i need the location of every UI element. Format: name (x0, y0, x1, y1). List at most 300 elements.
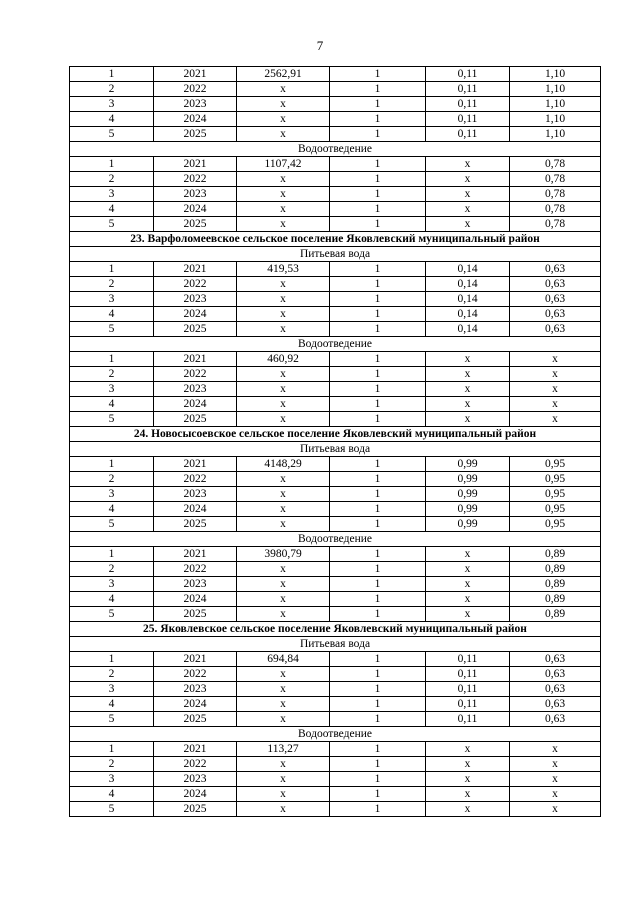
table-cell: 1 (330, 112, 426, 127)
table-cell: 0,99 (426, 502, 510, 517)
table-cell: 1 (330, 742, 426, 757)
table-cell: x (237, 607, 330, 622)
table-cell: x (237, 172, 330, 187)
table-cell: 1 (330, 547, 426, 562)
table-cell: x (426, 592, 510, 607)
table-cell: 1 (330, 307, 426, 322)
table-cell: 5 (70, 802, 154, 817)
table-cell: 0,78 (510, 172, 601, 187)
table-cell: 2022 (154, 277, 237, 292)
table-cell: x (426, 787, 510, 802)
table-cell: 694,84 (237, 652, 330, 667)
table-cell: 2024 (154, 697, 237, 712)
table-cell: 2025 (154, 802, 237, 817)
table-cell: 0,63 (510, 667, 601, 682)
table-cell: 0,14 (426, 262, 510, 277)
table-cell: 2022 (154, 367, 237, 382)
table-cell: 1 (330, 322, 426, 337)
table-cell: 1 (330, 487, 426, 502)
table-row (70, 97, 601, 112)
table-cell: 2022 (154, 757, 237, 772)
table-cell: 1 (330, 127, 426, 142)
table-cell: 2024 (154, 202, 237, 217)
table-cell: 2562,91 (237, 67, 330, 82)
table-cell: 1 (70, 652, 154, 667)
table-cell: x (237, 292, 330, 307)
table-cell: x (510, 352, 601, 367)
table-cell: 1 (330, 712, 426, 727)
table-cell: 1 (330, 667, 426, 682)
table-cell: 0,14 (426, 292, 510, 307)
service-header-row (70, 337, 601, 352)
table-cell: 2023 (154, 382, 237, 397)
table-cell: 0,11 (426, 67, 510, 82)
table-row (70, 517, 601, 532)
table-cell: 0,63 (510, 682, 601, 697)
table-cell: 0,11 (426, 697, 510, 712)
table-cell: 1 (330, 97, 426, 112)
table-cell: 2022 (154, 172, 237, 187)
table-cell: 113,27 (237, 742, 330, 757)
table-cell: 1 (70, 157, 154, 172)
table-row (70, 352, 601, 367)
table-row (70, 277, 601, 292)
table-cell: x (237, 682, 330, 697)
table-cell: 1 (70, 457, 154, 472)
table-cell: x (237, 562, 330, 577)
table-cell: x (237, 322, 330, 337)
table-cell: 1 (330, 262, 426, 277)
table-cell: 1 (330, 652, 426, 667)
table-row (70, 772, 601, 787)
page-number: 7 (316, 38, 324, 53)
table-cell: 1 (330, 502, 426, 517)
table-cell: 2024 (154, 112, 237, 127)
table-row (70, 112, 601, 127)
table-cell: 3 (70, 187, 154, 202)
table-row (70, 127, 601, 142)
table-cell: 1 (330, 292, 426, 307)
table-row (70, 397, 601, 412)
table-cell: x (426, 772, 510, 787)
table-cell: 3 (70, 292, 154, 307)
table-cell: x (426, 157, 510, 172)
table-cell: 2022 (154, 82, 237, 97)
table-cell: 2023 (154, 187, 237, 202)
table-cell: x (426, 202, 510, 217)
table-cell: x (426, 412, 510, 427)
table-row (70, 547, 601, 562)
table-cell: 1 (330, 202, 426, 217)
service-title: Водоотведение (70, 142, 601, 157)
table-cell: x (510, 397, 601, 412)
table-cell: x (426, 187, 510, 202)
table-cell: 1 (330, 697, 426, 712)
table-cell: 1 (330, 172, 426, 187)
table-row (70, 172, 601, 187)
table-cell: 2023 (154, 487, 237, 502)
table-row (70, 787, 601, 802)
service-header-row (70, 142, 601, 157)
tariff-table (69, 66, 601, 817)
table-cell: 1 (330, 277, 426, 292)
table-cell: 1 (330, 67, 426, 82)
table-cell: x (237, 217, 330, 232)
table-row (70, 67, 601, 82)
table-cell: 1 (330, 757, 426, 772)
table-cell: x (237, 502, 330, 517)
table-cell: 2023 (154, 97, 237, 112)
table-cell: 1 (330, 787, 426, 802)
table-cell: x (237, 82, 330, 97)
table-cell: 0,11 (426, 82, 510, 97)
table-cell: 2023 (154, 577, 237, 592)
table-cell: 1 (330, 382, 426, 397)
table-cell: 2022 (154, 667, 237, 682)
table-cell: 4 (70, 502, 154, 517)
section-header-row (70, 427, 601, 442)
table-cell: 4 (70, 307, 154, 322)
table-cell: x (237, 592, 330, 607)
table-cell: 1 (330, 682, 426, 697)
table-cell: 4 (70, 592, 154, 607)
table-row (70, 712, 601, 727)
table-cell: 0,14 (426, 277, 510, 292)
table-cell: x (237, 757, 330, 772)
table-cell: x (237, 307, 330, 322)
table-row (70, 502, 601, 517)
table-cell: 2025 (154, 127, 237, 142)
table-cell: x (510, 772, 601, 787)
table-cell: x (510, 742, 601, 757)
table-cell: 0,95 (510, 502, 601, 517)
section-header-row (70, 232, 601, 247)
table-cell: 2 (70, 667, 154, 682)
table-cell: x (237, 697, 330, 712)
table-cell: 0,89 (510, 577, 601, 592)
table-cell: 0,78 (510, 202, 601, 217)
table-cell: 1 (330, 397, 426, 412)
service-title: Водоотведение (70, 337, 601, 352)
table-cell: x (426, 352, 510, 367)
table-cell: 2024 (154, 592, 237, 607)
table-cell: 2021 (154, 262, 237, 277)
table-cell: x (426, 367, 510, 382)
table-cell: 1 (330, 367, 426, 382)
table-cell: x (237, 382, 330, 397)
table-cell: x (510, 382, 601, 397)
table-row (70, 262, 601, 277)
table-cell: 5 (70, 217, 154, 232)
table-cell: x (237, 712, 330, 727)
table-cell: 1 (330, 772, 426, 787)
table-row (70, 157, 601, 172)
table-cell: x (237, 472, 330, 487)
table-cell: 2023 (154, 292, 237, 307)
table-row (70, 697, 601, 712)
table-cell: x (426, 607, 510, 622)
table-cell: x (510, 802, 601, 817)
service-header-row (70, 247, 601, 262)
service-header-row (70, 442, 601, 457)
table-cell: x (237, 787, 330, 802)
table-cell: 5 (70, 322, 154, 337)
table-cell: 2021 (154, 457, 237, 472)
section-header-row (70, 622, 601, 637)
table-cell: 0,78 (510, 157, 601, 172)
table-row (70, 592, 601, 607)
table-cell: x (237, 202, 330, 217)
table-row (70, 682, 601, 697)
table-cell: 2021 (154, 352, 237, 367)
table-cell: 2021 (154, 652, 237, 667)
table-cell: 0,89 (510, 547, 601, 562)
table-cell: 0,99 (426, 517, 510, 532)
table-row (70, 187, 601, 202)
table-cell: 0,89 (510, 607, 601, 622)
table-row (70, 472, 601, 487)
table-cell: x (237, 412, 330, 427)
table-cell: 2 (70, 277, 154, 292)
table-cell: 1 (330, 457, 426, 472)
table-cell: 5 (70, 412, 154, 427)
section-title: 25. Яковлевское сельское поселение Яковлевский муниципальный район (70, 622, 601, 637)
table-cell: 1 (330, 607, 426, 622)
table-cell: 0,89 (510, 592, 601, 607)
table-row (70, 487, 601, 502)
service-header-row (70, 532, 601, 547)
table-cell: x (426, 757, 510, 772)
service-header-row (70, 727, 601, 742)
table-cell: 0,11 (426, 112, 510, 127)
table-cell: 2025 (154, 517, 237, 532)
table-cell: 1 (70, 742, 154, 757)
table-row (70, 307, 601, 322)
table-cell: 2 (70, 562, 154, 577)
table-row (70, 607, 601, 622)
service-title: Питьевая вода (70, 247, 601, 262)
table-cell: 0,63 (510, 322, 601, 337)
table-cell: 4148,29 (237, 457, 330, 472)
table-cell: x (426, 382, 510, 397)
table-cell: x (426, 172, 510, 187)
table-row (70, 757, 601, 772)
table-cell: x (237, 667, 330, 682)
table-cell: 1 (70, 67, 154, 82)
table-cell: 0,11 (426, 682, 510, 697)
table-row (70, 292, 601, 307)
table-cell: 0,78 (510, 217, 601, 232)
table-cell: 2022 (154, 562, 237, 577)
table-cell: 0,63 (510, 712, 601, 727)
table-cell: x (426, 547, 510, 562)
table-cell: 3 (70, 97, 154, 112)
table-cell: 1 (70, 547, 154, 562)
table-cell: 1 (330, 157, 426, 172)
table-cell: x (237, 97, 330, 112)
service-header-row (70, 637, 601, 652)
table-cell: 0,63 (510, 262, 601, 277)
table-cell: x (237, 577, 330, 592)
table-cell: x (510, 787, 601, 802)
service-title: Питьевая вода (70, 637, 601, 652)
table-cell: 0,63 (510, 307, 601, 322)
table-cell: 2021 (154, 742, 237, 757)
table-cell: 1,10 (510, 112, 601, 127)
table-cell: 0,63 (510, 292, 601, 307)
table-cell: 1 (330, 472, 426, 487)
table-cell: 0,11 (426, 127, 510, 142)
table-cell: 1,10 (510, 97, 601, 112)
table-cell: 2024 (154, 502, 237, 517)
table-cell: x (237, 127, 330, 142)
table-cell: 0,11 (426, 667, 510, 682)
service-title: Питьевая вода (70, 442, 601, 457)
table-row (70, 667, 601, 682)
table-cell: 5 (70, 607, 154, 622)
table-cell: 1 (330, 352, 426, 367)
table-cell: x (237, 772, 330, 787)
table-cell: x (510, 412, 601, 427)
table-cell: 2024 (154, 787, 237, 802)
table-row (70, 802, 601, 817)
table-row (70, 322, 601, 337)
table-cell: x (237, 187, 330, 202)
table-cell: 5 (70, 517, 154, 532)
table-cell: 0,11 (426, 97, 510, 112)
table-cell: 1 (70, 262, 154, 277)
table-cell: 2 (70, 757, 154, 772)
table-cell: x (426, 562, 510, 577)
table-cell: 1107,42 (237, 157, 330, 172)
table-cell: 2025 (154, 217, 237, 232)
table-row (70, 577, 601, 592)
table-cell: x (510, 367, 601, 382)
table-cell: x (426, 742, 510, 757)
table-cell: x (237, 487, 330, 502)
table-cell: 1 (330, 187, 426, 202)
table-cell: 3 (70, 772, 154, 787)
table-cell: 0,63 (510, 697, 601, 712)
table-cell: 2022 (154, 472, 237, 487)
table-cell: 4 (70, 697, 154, 712)
table-cell: 460,92 (237, 352, 330, 367)
table-cell: 5 (70, 712, 154, 727)
table-cell: 0,78 (510, 187, 601, 202)
table-body (70, 67, 601, 817)
table-cell: x (237, 277, 330, 292)
table-cell: 0,11 (426, 712, 510, 727)
table-row (70, 367, 601, 382)
table-cell: 1 (330, 412, 426, 427)
table-cell: 2021 (154, 157, 237, 172)
table-cell: 1 (330, 562, 426, 577)
table-cell: 3980,79 (237, 547, 330, 562)
table-cell: 0,11 (426, 652, 510, 667)
table-cell: 3 (70, 577, 154, 592)
table-cell: 0,14 (426, 322, 510, 337)
table-cell: x (237, 112, 330, 127)
section-title: 24. Новосысоевское сельское поселение Яковлевский муниципальный район (70, 427, 601, 442)
table-cell: 2024 (154, 307, 237, 322)
table-cell: 419,53 (237, 262, 330, 277)
table-row (70, 742, 601, 757)
table-cell: 5 (70, 127, 154, 142)
table-cell: 1,10 (510, 82, 601, 97)
table-cell: 2025 (154, 412, 237, 427)
table-cell: 2 (70, 472, 154, 487)
service-title: Водоотведение (70, 532, 601, 547)
table-row (70, 382, 601, 397)
table-cell: 3 (70, 487, 154, 502)
table-cell: 1 (330, 592, 426, 607)
table-row (70, 217, 601, 232)
table-row (70, 202, 601, 217)
table-cell: 2023 (154, 772, 237, 787)
table-cell: 0,99 (426, 457, 510, 472)
table-cell: 1 (330, 82, 426, 97)
table-cell: 2021 (154, 547, 237, 562)
table-cell: 0,14 (426, 307, 510, 322)
table-cell: x (237, 802, 330, 817)
table-row (70, 652, 601, 667)
table-cell: x (426, 577, 510, 592)
table-row (70, 562, 601, 577)
table-cell: x (426, 802, 510, 817)
service-title: Водоотведение (70, 727, 601, 742)
table-cell: 4 (70, 787, 154, 802)
table-cell: 2025 (154, 607, 237, 622)
table-row (70, 412, 601, 427)
table-cell: 0,95 (510, 457, 601, 472)
table-cell: 2024 (154, 397, 237, 412)
table-cell: 2 (70, 367, 154, 382)
table-cell: 4 (70, 112, 154, 127)
table-cell: 1,10 (510, 67, 601, 82)
table-cell: 0,95 (510, 472, 601, 487)
table-cell: 3 (70, 682, 154, 697)
table-cell: x (426, 217, 510, 232)
table-cell: 2025 (154, 322, 237, 337)
table-cell: 1 (70, 352, 154, 367)
table-row (70, 457, 601, 472)
table-cell: 3 (70, 382, 154, 397)
table-cell: 0,99 (426, 487, 510, 502)
table-cell: x (510, 757, 601, 772)
table-cell: x (237, 367, 330, 382)
table-cell: 0,63 (510, 652, 601, 667)
table-cell: 0,99 (426, 472, 510, 487)
table-cell: x (237, 397, 330, 412)
table-cell: x (237, 517, 330, 532)
table-cell: 4 (70, 202, 154, 217)
table-cell: 1 (330, 517, 426, 532)
table-cell: 1 (330, 577, 426, 592)
table-cell: 0,95 (510, 517, 601, 532)
table-cell: 0,89 (510, 562, 601, 577)
table-row (70, 82, 601, 97)
table-cell: 2 (70, 82, 154, 97)
table-cell: 2025 (154, 712, 237, 727)
table-cell: 2021 (154, 67, 237, 82)
table-cell: 0,95 (510, 487, 601, 502)
table-cell: 1,10 (510, 127, 601, 142)
table-cell: 2023 (154, 682, 237, 697)
table-cell: 4 (70, 397, 154, 412)
section-title: 23. Варфоломеевское сельское поселение Яковлевский муниципальный район (70, 232, 601, 247)
table-cell: 1 (330, 802, 426, 817)
table-cell: 2 (70, 172, 154, 187)
